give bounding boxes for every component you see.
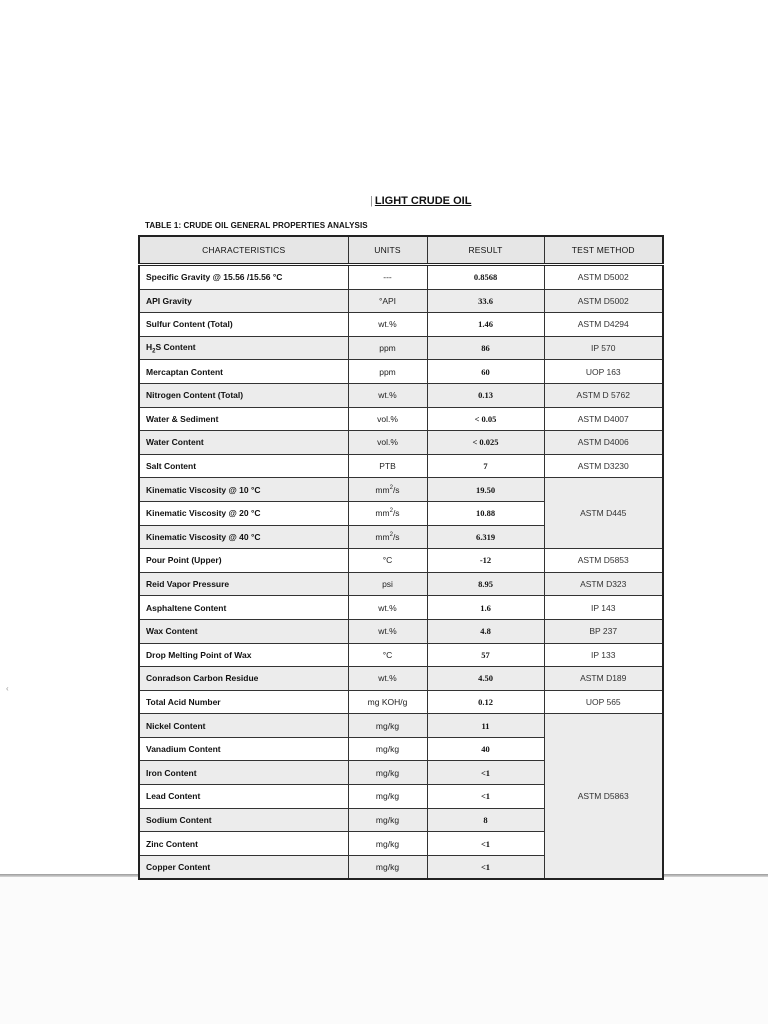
unit-cell: wt.% xyxy=(348,596,427,620)
characteristic-cell: Vanadium Content xyxy=(139,737,348,761)
method-cell: ASTM D5002 xyxy=(544,265,663,290)
characteristic-cell: Mercaptan Content xyxy=(139,360,348,384)
method-cell-merged: ASTM D5863 xyxy=(544,714,663,880)
table-row xyxy=(139,596,663,620)
table-row xyxy=(139,619,663,643)
unit-cell: psi xyxy=(348,572,427,596)
result-cell: 86 xyxy=(427,336,544,360)
result-cell: 57 xyxy=(427,643,544,667)
title-cut-mark: | xyxy=(370,195,373,207)
result-cell: <1 xyxy=(427,761,544,785)
method-cell: IP 570 xyxy=(544,336,663,360)
result-cell: 19.50 xyxy=(427,478,544,502)
result-cell: 1.46 xyxy=(427,313,544,337)
unit-cell: mg/kg xyxy=(348,785,427,809)
characteristic-cell: Copper Content xyxy=(139,855,348,879)
result-cell: 1.6 xyxy=(427,596,544,620)
result-cell: 4.50 xyxy=(427,667,544,691)
method-cell: IP 143 xyxy=(544,596,663,620)
characteristic-cell: Asphaltene Content xyxy=(139,596,348,620)
result-cell: 60 xyxy=(427,360,544,384)
characteristic-text: S Content xyxy=(155,341,196,352)
unit-cell: ppm xyxy=(348,360,427,384)
unit-cell: mg/kg xyxy=(348,832,427,856)
method-cell: ASTM D4294 xyxy=(544,313,663,337)
method-cell: ASTM D189 xyxy=(544,667,663,691)
result-cell: -12 xyxy=(427,549,544,573)
table-row xyxy=(139,714,663,738)
result-cell: 4.8 xyxy=(427,619,544,643)
unit-cell: PTB xyxy=(348,454,427,478)
table-row xyxy=(139,478,663,502)
characteristic-cell xyxy=(139,336,348,360)
header-characteristics: CHARACTERISTICS xyxy=(139,236,348,265)
header-test-method: TEST METHOD xyxy=(544,236,663,265)
method-cell: ASTM D323 xyxy=(544,572,663,596)
result-cell: 6.319 xyxy=(427,525,544,549)
result-cell: < 0.025 xyxy=(427,431,544,455)
unit-text: /s xyxy=(392,508,400,519)
characteristic-cell: Water & Sediment xyxy=(139,407,348,431)
table-row xyxy=(139,265,663,290)
characteristic-cell: Kinematic Viscosity @ 20 °C xyxy=(139,501,348,525)
unit-cell: vol.% xyxy=(348,431,427,455)
table-row xyxy=(139,454,663,478)
characteristic-cell: Lead Content xyxy=(139,785,348,809)
result-cell: <1 xyxy=(427,785,544,809)
method-cell: ASTM D5853 xyxy=(544,549,663,573)
unit-cell: °C xyxy=(348,643,427,667)
unit-cell: ppm xyxy=(348,336,427,360)
table-row xyxy=(139,313,663,337)
characteristic-cell: Sulfur Content (Total) xyxy=(139,313,348,337)
unit-cell: --- xyxy=(348,265,427,290)
characteristic-cell: Wax Content xyxy=(139,619,348,643)
unit-cell: wt.% xyxy=(348,619,427,643)
table-row xyxy=(139,549,663,573)
superscript-text: 2 xyxy=(389,532,393,538)
document-title-text: LIGHT CRUDE OIL xyxy=(374,195,472,207)
table-row xyxy=(139,667,663,691)
table-row xyxy=(139,643,663,667)
method-cell: ASTM D4007 xyxy=(544,407,663,431)
characteristic-cell: Water Content xyxy=(139,431,348,455)
unit-cell: wt.% xyxy=(348,383,427,407)
table-caption: TABLE 1: CRUDE OIL GENERAL PROPERTIES ANALYSIS xyxy=(145,221,368,230)
unit-cell: mg/kg xyxy=(348,737,427,761)
characteristic-cell: Salt Content xyxy=(139,454,348,478)
unit-cell xyxy=(348,501,427,525)
characteristic-cell: Sodium Content xyxy=(139,808,348,832)
table-row xyxy=(139,690,663,714)
characteristic-cell: Conradson Carbon Residue xyxy=(139,667,348,691)
result-cell: 7 xyxy=(427,454,544,478)
unit-cell: wt.% xyxy=(348,313,427,337)
unit-cell: mg/kg xyxy=(348,761,427,785)
table-row xyxy=(139,407,663,431)
scanner-lower-area xyxy=(0,877,768,1024)
table-header-row xyxy=(139,236,663,265)
superscript-text: 2 xyxy=(389,484,393,491)
stray-scan-mark: ‹ xyxy=(6,684,9,693)
unit-cell: mg/kg xyxy=(348,808,427,832)
method-cell: ASTM D 5762 xyxy=(544,383,663,407)
characteristic-cell: Drop Melting Point of Wax xyxy=(139,643,348,667)
unit-cell: °C xyxy=(348,549,427,573)
unit-text: /s xyxy=(392,531,400,542)
table-row xyxy=(139,383,663,407)
result-cell: 8.95 xyxy=(427,572,544,596)
unit-cell xyxy=(348,525,427,549)
header-result: RESULT xyxy=(427,236,544,265)
unit-text: mm xyxy=(375,484,390,495)
characteristic-cell: Zinc Content xyxy=(139,832,348,856)
characteristic-cell: Pour Point (Upper) xyxy=(139,549,348,573)
unit-text: mm xyxy=(375,508,390,519)
result-cell: 0.12 xyxy=(427,690,544,714)
unit-cell: mg/kg xyxy=(348,855,427,879)
unit-cell: vol.% xyxy=(348,407,427,431)
unit-cell: mg/kg xyxy=(348,714,427,738)
method-cell: ASTM D3230 xyxy=(544,454,663,478)
method-cell: ASTM D5002 xyxy=(544,289,663,313)
characteristic-cell: Iron Content xyxy=(139,761,348,785)
result-cell: 0.8568 xyxy=(427,265,544,290)
result-cell: 40 xyxy=(427,737,544,761)
result-cell: <1 xyxy=(427,855,544,879)
table-row xyxy=(139,572,663,596)
characteristic-cell: Nitrogen Content (Total) xyxy=(139,383,348,407)
table-row xyxy=(139,360,663,384)
characteristic-cell: Kinematic Viscosity @ 10 °C xyxy=(139,478,348,502)
document-title xyxy=(370,195,471,207)
result-cell: 11 xyxy=(427,714,544,738)
characteristic-cell: API Gravity xyxy=(139,289,348,313)
properties-table xyxy=(138,235,664,880)
table-row xyxy=(139,431,663,455)
unit-cell: wt.% xyxy=(348,667,427,691)
method-cell: UOP 565 xyxy=(544,690,663,714)
unit-text: mm xyxy=(375,531,390,542)
result-cell: < 0.05 xyxy=(427,407,544,431)
characteristic-cell: Kinematic Viscosity @ 40 °C xyxy=(139,525,348,549)
characteristic-cell: Total Acid Number xyxy=(139,690,348,714)
result-cell: 10.88 xyxy=(427,501,544,525)
method-cell: BP 237 xyxy=(544,619,663,643)
result-cell: 8 xyxy=(427,808,544,832)
method-cell-merged: ASTM D445 xyxy=(544,478,663,549)
method-cell: IP 133 xyxy=(544,643,663,667)
unit-cell: °API xyxy=(348,289,427,313)
unit-text: /s xyxy=(392,484,400,495)
table-row xyxy=(139,336,663,360)
characteristic-cell: Specific Gravity @ 15.56 /15.56 °C xyxy=(139,265,348,290)
method-cell: ASTM D4006 xyxy=(544,431,663,455)
result-cell: <1 xyxy=(427,832,544,856)
characteristic-text: H xyxy=(146,341,153,352)
table-row xyxy=(139,289,663,313)
superscript-text: 2 xyxy=(389,508,393,515)
unit-cell: mg KOH/g xyxy=(348,690,427,714)
result-cell: 33.6 xyxy=(427,289,544,313)
unit-cell xyxy=(348,478,427,502)
header-units: UNITS xyxy=(348,236,427,265)
subscript-text: 2 xyxy=(152,348,156,355)
characteristic-cell: Nickel Content xyxy=(139,714,348,738)
result-cell: 0.13 xyxy=(427,383,544,407)
method-cell: UOP 163 xyxy=(544,360,663,384)
characteristic-cell: Reid Vapor Pressure xyxy=(139,572,348,596)
